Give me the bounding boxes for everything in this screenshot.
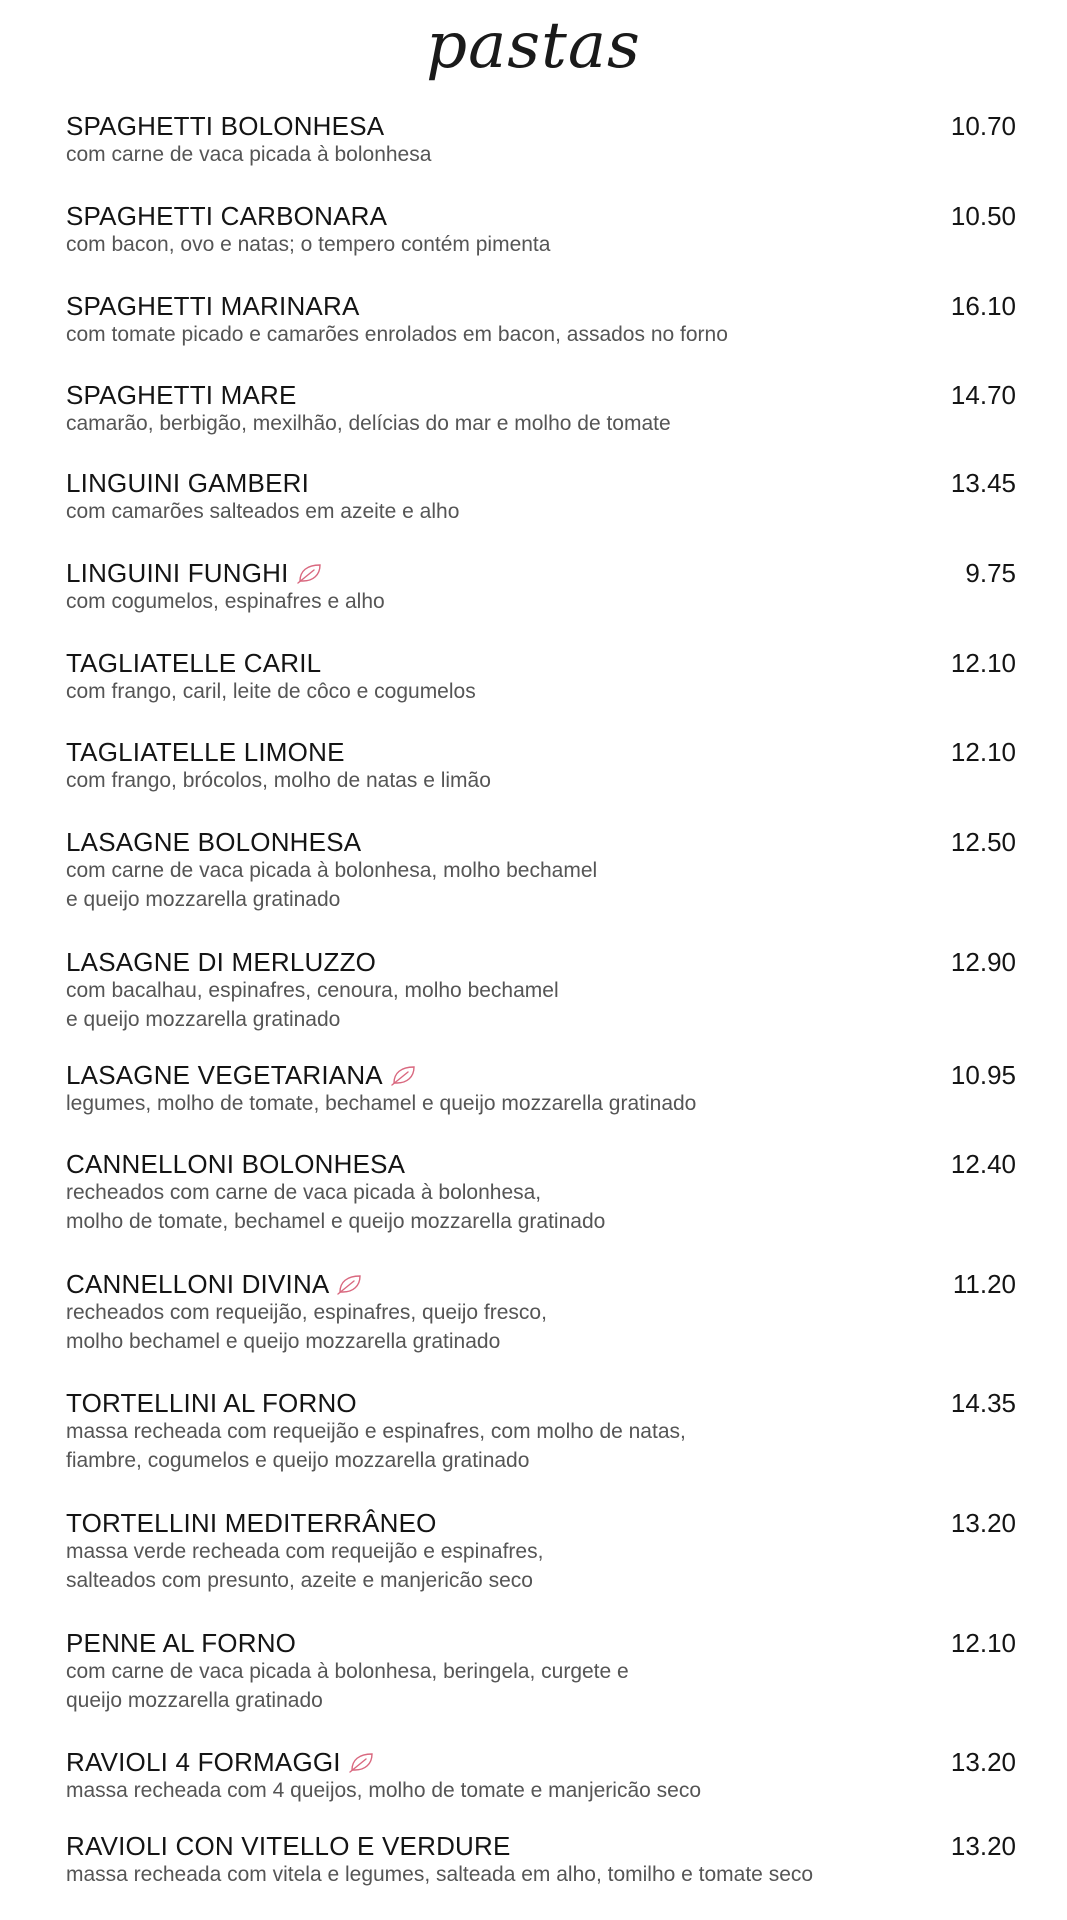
menu-item-name-text: LINGUINI FUNGHI <box>66 558 289 588</box>
menu-item-description: molho de tomate, bechamel e queijo mozzarella gratinado <box>66 1210 606 1233</box>
menu-item-price: 13.20 <box>950 1508 1016 1538</box>
menu-item-price: 12.10 <box>950 648 1016 678</box>
menu-item-description: massa recheada com 4 queijos, molho de tomate e manjericão seco <box>66 1779 702 1802</box>
menu-item-name-text: LASAGNE DI MERLUZZO <box>66 947 377 977</box>
menu-item-name-text: SPAGHETTI BOLONHESA <box>66 111 385 141</box>
menu-item-name-text: SPAGHETTI MARE <box>66 380 297 410</box>
menu-item-name <box>66 1387 357 1419</box>
menu-item-name <box>66 826 361 858</box>
menu-item-name <box>66 1627 296 1659</box>
menu-item-name <box>66 379 297 411</box>
menu-item-description: recheados com carne de vaca picada à bolonhesa, <box>66 1181 542 1204</box>
menu-item-price: 12.90 <box>950 947 1016 977</box>
menu-item-name <box>66 946 376 978</box>
menu-item-name <box>66 200 387 232</box>
menu-item-price: 12.50 <box>950 827 1016 857</box>
menu-item-description: com carne de vaca picada à bolonhesa <box>66 143 432 166</box>
menu-item-description: massa verde recheada com requeijão e espinafres, <box>66 1540 544 1563</box>
page-title: pastas <box>426 9 641 83</box>
menu-item-name-text: TAGLIATELLE CARIL <box>66 648 322 678</box>
menu-item-name <box>66 647 321 679</box>
menu-item-name <box>66 736 345 768</box>
menu-item-name <box>66 290 360 322</box>
menu-item-price: 13.20 <box>950 1747 1016 1777</box>
menu-item-description: com frango, brócolos, molho de natas e limão <box>66 769 491 792</box>
menu-item-name-text: TORTELLINI MEDITERRÂNEO <box>66 1508 437 1538</box>
menu-item-price: 10.70 <box>950 111 1016 141</box>
vegetarian-leaf-icon <box>337 1273 363 1295</box>
menu-item-name-text: LASAGNE VEGETARIANA <box>66 1060 383 1090</box>
menu-item-name <box>66 1268 363 1300</box>
menu-item-description: e queijo mozzarella gratinado <box>66 888 341 911</box>
menu-item-price: 14.70 <box>950 380 1016 410</box>
menu-item-description: com frango, caril, leite de côco e cogumelos <box>66 680 476 703</box>
menu-item-price: 13.20 <box>950 1831 1016 1861</box>
menu-item-description: massa recheada com vitela e legumes, salteada em alho, tomilho e tomate seco <box>66 1863 814 1886</box>
menu-item-name-text: PENNE AL FORNO <box>66 1628 297 1658</box>
menu-item-name <box>66 110 384 142</box>
menu-item-name-text: LINGUINI GAMBERI <box>66 468 310 498</box>
menu-item-price: 13.45 <box>950 468 1016 498</box>
vegetarian-leaf-icon <box>349 1751 375 1773</box>
menu-item-description: com carne de vaca picada à bolonhesa, molho bechamel <box>66 859 598 882</box>
menu-item-price: 14.35 <box>950 1388 1016 1418</box>
menu-item-description: com carne de vaca picada à bolonhesa, beringela, curgete e <box>66 1660 629 1683</box>
menu-item-name <box>66 1148 405 1180</box>
menu-item-description: com bacalhau, espinafres, cenoura, molho bechamel <box>66 979 559 1002</box>
menu-item-description: com camarões salteados em azeite e alho <box>66 500 460 523</box>
menu-item-name <box>66 467 309 499</box>
menu-item-name-text: CANNELLONI DIVINA <box>66 1269 330 1299</box>
menu-item-description: molho bechamel e queijo mozzarella gratinado <box>66 1330 501 1353</box>
menu-item-description: legumes, molho de tomate, bechamel e queijo mozzarella gratinado <box>66 1092 697 1115</box>
menu-item-name-text: LASAGNE BOLONHESA <box>66 827 362 857</box>
menu-item-name-text: RAVIOLI 4 FORMAGGI <box>66 1747 341 1777</box>
menu-item-name <box>66 557 323 589</box>
menu-item-description: salteados com presunto, azeite e manjericão seco <box>66 1569 533 1592</box>
vegetarian-leaf-icon <box>391 1064 417 1086</box>
menu-item-price: 11.20 <box>952 1269 1016 1299</box>
menu-item-name-text: SPAGHETTI CARBONARA <box>66 201 388 231</box>
menu-item-name <box>66 1507 437 1539</box>
menu-item-description: camarão, berbigão, mexilhão, delícias do mar e molho de tomate <box>66 412 671 435</box>
menu-item-description: e queijo mozzarella gratinado <box>66 1008 341 1031</box>
menu-item-price: 9.75 <box>965 558 1016 588</box>
menu-item-price: 10.50 <box>950 201 1016 231</box>
menu-item-name-text: CANNELLONI BOLONHESA <box>66 1149 406 1179</box>
menu-item-description: recheados com requeijão, espinafres, queijo fresco, <box>66 1301 547 1324</box>
menu-item-description: fiambre, cogumelos e queijo mozzarella gratinado <box>66 1449 530 1472</box>
menu-item-price: 12.10 <box>950 737 1016 767</box>
menu-item-name-text: SPAGHETTI MARINARA <box>66 291 360 321</box>
menu-item-name <box>66 1059 417 1091</box>
menu-item-price: 12.40 <box>950 1149 1016 1179</box>
menu-item-price: 12.10 <box>950 1628 1016 1658</box>
menu-item-description: com bacon, ovo e natas; o tempero contém pimenta <box>66 233 551 256</box>
menu-item-name-text: RAVIOLI CON VITELLO E VERDURE <box>66 1831 511 1861</box>
menu-item-price: 16.10 <box>950 291 1016 321</box>
menu-item-description: com tomate picado e camarões enrolados em bacon, assados no forno <box>66 323 728 346</box>
menu-item-price: 10.95 <box>950 1060 1016 1090</box>
menu-item-description: com cogumelos, espinafres e alho <box>66 590 385 613</box>
menu-item-name-text: TAGLIATELLE LIMONE <box>66 737 345 767</box>
menu-item-name-text: TORTELLINI AL FORNO <box>66 1388 357 1418</box>
menu-item-description: queijo mozzarella gratinado <box>66 1689 323 1712</box>
menu-item-name <box>66 1746 375 1778</box>
vegetarian-leaf-icon <box>297 562 323 584</box>
menu-item-description: massa recheada com requeijão e espinafres, com molho de natas, <box>66 1420 686 1443</box>
menu-item-name <box>66 1830 511 1862</box>
